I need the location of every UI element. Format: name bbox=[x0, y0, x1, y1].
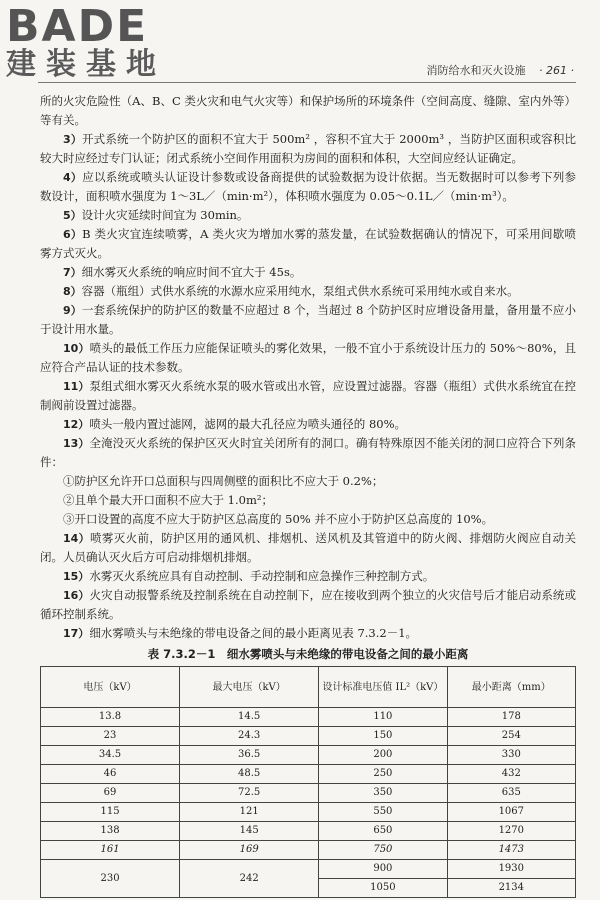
table-cell: 23 bbox=[41, 727, 180, 746]
paragraph-text: 水雾灭火系统应具有自动控制、手动控制和应急操作三种控制方式。 bbox=[89, 569, 435, 583]
paragraph-text: 火灾自动报警系统及控制系统在自动控制下，应在接收到两个独立的火灾信号后才能启动系统或循环控制系统。 bbox=[40, 588, 576, 621]
table-cell: 432 bbox=[447, 765, 575, 784]
table-cell: 121 bbox=[180, 803, 319, 822]
table-cell: 2134 bbox=[447, 879, 575, 898]
table-cell: 750 bbox=[319, 841, 447, 860]
table-cell: 1270 bbox=[447, 822, 575, 841]
table-cell: 200 bbox=[319, 746, 447, 765]
table-cell: 46 bbox=[41, 765, 180, 784]
paragraph bbox=[40, 282, 576, 301]
table-cell: 138 bbox=[41, 822, 180, 841]
paragraph bbox=[40, 491, 576, 510]
paragraph bbox=[40, 301, 576, 339]
paragraph bbox=[40, 624, 576, 643]
item-number: 16） bbox=[63, 589, 90, 602]
paragraph-text: 喷头的最低工作压力应能保证喷头的雾化效果，一般不宜小于系统设计压力的 50%～80%，且应符合产品认证的技术参数。 bbox=[40, 341, 576, 374]
table-cell: 1050 bbox=[319, 879, 447, 898]
logo-brand: BADE bbox=[6, 1, 149, 52]
paragraph-text: ①防护区允许开口总面积与四周侧壁的面积比不应大于 0.2%； bbox=[63, 474, 384, 488]
table-row bbox=[41, 727, 576, 746]
distance-table bbox=[40, 666, 576, 898]
item-number: 12） bbox=[63, 418, 90, 431]
table-cell: 178 bbox=[447, 708, 575, 727]
table-cell: 1930 bbox=[447, 860, 575, 879]
paragraph bbox=[40, 510, 576, 529]
paragraph-text: 容器（瓶组）式供水系统的水源水应采用纯水，泵组式供水系统可采用纯水或自来水。 bbox=[81, 284, 519, 298]
page-number: · 261 · bbox=[539, 64, 574, 77]
item-number: 4） bbox=[63, 171, 83, 184]
paragraph bbox=[40, 225, 576, 263]
table-cell: 48.5 bbox=[180, 765, 319, 784]
paragraph-text: 喷头一般内置过滤网，滤网的最大孔径应为喷头通径的 80%。 bbox=[89, 417, 407, 431]
table-row bbox=[41, 822, 576, 841]
table-header-row bbox=[41, 667, 576, 708]
table-cell: 13.8 bbox=[41, 708, 180, 727]
paragraph bbox=[40, 92, 576, 130]
table-row bbox=[41, 784, 576, 803]
table-cell: 169 bbox=[180, 841, 319, 860]
paragraph bbox=[40, 415, 576, 434]
table-cell: 145 bbox=[180, 822, 319, 841]
table-cell: 350 bbox=[319, 784, 447, 803]
paragraph bbox=[40, 168, 576, 206]
table-cell: 550 bbox=[319, 803, 447, 822]
bade-logo bbox=[6, 1, 166, 82]
paragraph-text: B 类火灾宜连续喷雾，A 类火灾为增加水雾的蒸发量，在试验数据确认的情况下，可采用间歇喷雾方式灭火。 bbox=[40, 227, 577, 260]
header-voltage: 电压（kV） bbox=[41, 667, 180, 708]
paragraph-text: 一套系统保护的防护区的数量不应超过 8 个，当超过 8 个防护区时应增设备用量，备用量不应小于设计用水量。 bbox=[40, 303, 576, 336]
item-number: 5） bbox=[63, 209, 82, 222]
table-cell: 14.5 bbox=[180, 708, 319, 727]
chapter-title: 消防给水和灭火设施 bbox=[426, 64, 526, 77]
item-number: 10） bbox=[63, 342, 90, 355]
table-cell: 150 bbox=[319, 727, 447, 746]
logo-subtitle: 建装基地 bbox=[6, 47, 166, 82]
paragraph bbox=[40, 529, 576, 567]
header-max-voltage: 最大电压（kV） bbox=[180, 667, 319, 708]
paragraph-text: 全淹没灭火系统的保护区灭火时宜关闭所有的洞口。确有特殊原因不能关闭的洞口应符合下列条件： bbox=[40, 436, 576, 469]
table-cell: 254 bbox=[447, 727, 575, 746]
paragraph-text: 开式系统一个防护区的面积不宜大于 500m² ，容积不宜大于 2000m³ ，当防护区面积或容积比较大时应经过专门认证；闭式系统小空间作用面积为房间的面积和体积，大空间应经认证确定。 bbox=[40, 132, 577, 165]
table-cell: 230 bbox=[41, 860, 180, 898]
table-cell: 635 bbox=[447, 784, 575, 803]
item-number: 9） bbox=[63, 304, 82, 317]
table-row bbox=[41, 765, 576, 784]
table-cell: 36.5 bbox=[180, 746, 319, 765]
paragraph-text: 设计火灾延续时间宜为 30min。 bbox=[81, 208, 249, 222]
paragraph bbox=[40, 472, 576, 491]
paragraph bbox=[40, 567, 576, 586]
table-body bbox=[41, 708, 576, 898]
paragraph bbox=[40, 130, 576, 168]
table-cell: 161 bbox=[41, 841, 180, 860]
table-row bbox=[41, 803, 576, 822]
paragraph bbox=[40, 434, 576, 472]
table-row bbox=[41, 708, 576, 727]
table-cell: 1473 bbox=[447, 841, 575, 860]
paragraph-text: 喷雾灭火前，防护区用的通风机、排烟机、送风机及其管道中的防火阀、排烟防火阀应自动关闭。人员确认灭火后方可启动排烟机排烟。 bbox=[40, 531, 576, 564]
item-number: 8） bbox=[63, 285, 82, 298]
item-number: 13） bbox=[63, 437, 90, 450]
table-cell: 110 bbox=[319, 708, 447, 727]
item-number: 15） bbox=[63, 570, 90, 583]
page-body bbox=[40, 92, 576, 898]
paragraph bbox=[40, 586, 576, 624]
table-row bbox=[41, 746, 576, 765]
table-cell: 250 bbox=[319, 765, 447, 784]
item-number: 3） bbox=[63, 133, 82, 146]
paragraph-list bbox=[40, 92, 576, 643]
paragraph bbox=[40, 206, 576, 225]
table-cell: 69 bbox=[41, 784, 180, 803]
table-cell: 242 bbox=[180, 860, 319, 898]
item-number: 6） bbox=[63, 228, 83, 241]
paragraph bbox=[40, 339, 576, 377]
running-head bbox=[427, 62, 574, 78]
paragraph-text: 泵组式细水雾灭火系统水泵的吸水管或出水管，应设置过滤器。容器（瓶组）式供水系统宜在控制阀前设置过滤器。 bbox=[40, 379, 576, 412]
paragraph-text: 所的火灾危险性（A、B、C 类火灾和电气火灾等）和保护场所的环境条件（空间高度、缝隙、室内外等）等有关。 bbox=[40, 94, 576, 127]
table-cell: 1067 bbox=[447, 803, 575, 822]
paragraph bbox=[40, 377, 576, 415]
paragraph bbox=[40, 263, 576, 282]
item-number: 7） bbox=[63, 266, 82, 279]
header-rule bbox=[38, 82, 576, 83]
header-min-distance: 最小距离（mm） bbox=[447, 667, 575, 708]
table-cell: 330 bbox=[447, 746, 575, 765]
table-title: 表 7.3.2－1 细水雾喷头与未绝缘的带电设备之间的最小距离 bbox=[147, 647, 469, 661]
table-cell: 34.5 bbox=[41, 746, 180, 765]
paragraph-text: 细水雾喷头与未绝缘的带电设备之间的最小距离见表 7.3.2－1。 bbox=[89, 626, 418, 640]
table-cell: 115 bbox=[41, 803, 180, 822]
table-cell: 650 bbox=[319, 822, 447, 841]
paragraph-text: ②且单个最大开口面积不应大于 1.0m²； bbox=[63, 493, 273, 507]
paragraph-text: 应以系统或喷头认证设计参数或设备商提供的试验数据为设计依据。当无数据时可以参考下列参数设计，面积喷水强度为 1～3L／（min·m²），体积喷水强度为 0.05～0.1L／（min·m³）。 bbox=[40, 170, 576, 203]
table-row bbox=[41, 860, 576, 879]
item-number: 17） bbox=[63, 627, 90, 640]
header-design-voltage: 设计标准电压值 IL²（kV） bbox=[319, 667, 447, 708]
table-cell: 24.3 bbox=[180, 727, 319, 746]
item-number: 14） bbox=[63, 532, 91, 545]
paragraph-text: 细水雾灭火系统的响应时间不宜大于 45s。 bbox=[81, 265, 302, 279]
table-row bbox=[41, 841, 576, 860]
item-number: 11） bbox=[63, 380, 90, 393]
paragraph-text: ③开口设置的高度不应大于防护区总高度的 50% 并不应小于防护区总高度的 10%。 bbox=[63, 512, 494, 526]
table-cell: 72.5 bbox=[180, 784, 319, 803]
table-cell: 900 bbox=[319, 860, 447, 879]
